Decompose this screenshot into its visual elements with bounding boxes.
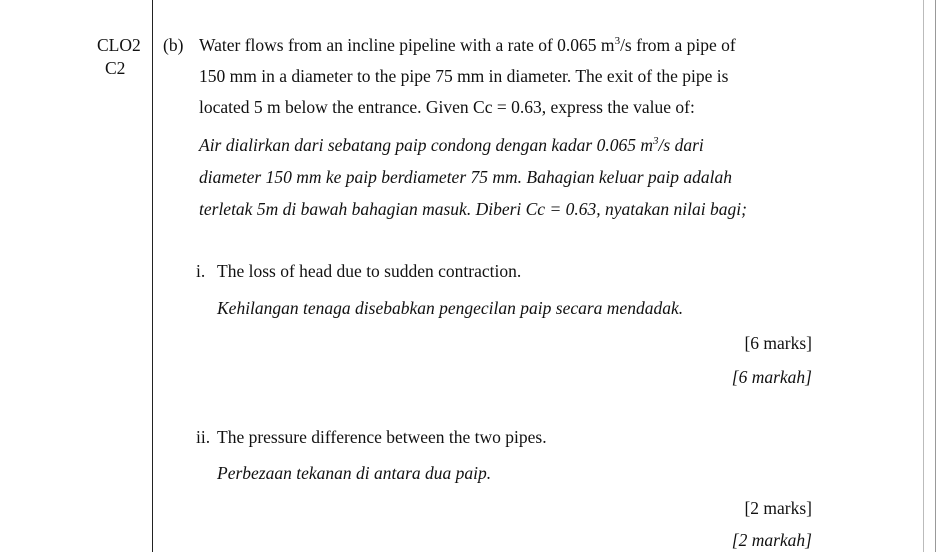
question-en-line-2: 150 mm in a diameter to the pipe 75 mm in diameter. The exit of the pipe is [199, 66, 729, 86]
question-en-line-3: located 5 m below the entrance. Given Cc = 0.63, express the value of: [199, 97, 695, 117]
sub-question-numeral: ii. [196, 427, 211, 447]
clo-label: CLO2 [97, 35, 141, 55]
page-edge-line [923, 0, 924, 552]
marks-en: [2 marks] [744, 498, 812, 518]
question-en-line-1: Water flows from an incline pipeline with a rate of 0.065 $m^3/s$ from a pipe of [199, 35, 736, 55]
sub-question-numeral: i. [196, 261, 206, 281]
question-ms-line-1: Air dialirkan dari sebatang paip condong dengan kadar 0.065 $m^3/s$ dari [199, 135, 704, 155]
question-ms-line-2: diameter 150 mm ke paip berdiameter 75 mm. Bahagian keluar paip adalah [199, 167, 733, 187]
marks-ms: [6 markah] [731, 367, 812, 387]
marks-ms: [2 markah] [731, 530, 812, 550]
margin-divider [152, 0, 153, 552]
page-edge-line-outer [935, 0, 936, 552]
sub-question-en: The pressure difference between the two pipes. [217, 427, 547, 447]
sub-question-ms: Kehilangan tenaga disebabkan pengecilan paip secara mendadak. [217, 298, 684, 318]
question-ms-line-3: terletak 5m di bawah bahagian masuk. Diberi Cc = 0.63, nyatakan nilai bagi; [199, 199, 747, 219]
question-part-label: (b) [163, 35, 184, 55]
sub-question-en: The loss of head due to sudden contraction. [217, 261, 522, 281]
marks-en: [6 marks] [744, 333, 812, 353]
cognitive-level-label: C2 [105, 58, 126, 78]
sub-question-ms: Perbezaan tekanan di antara dua paip. [217, 463, 492, 483]
